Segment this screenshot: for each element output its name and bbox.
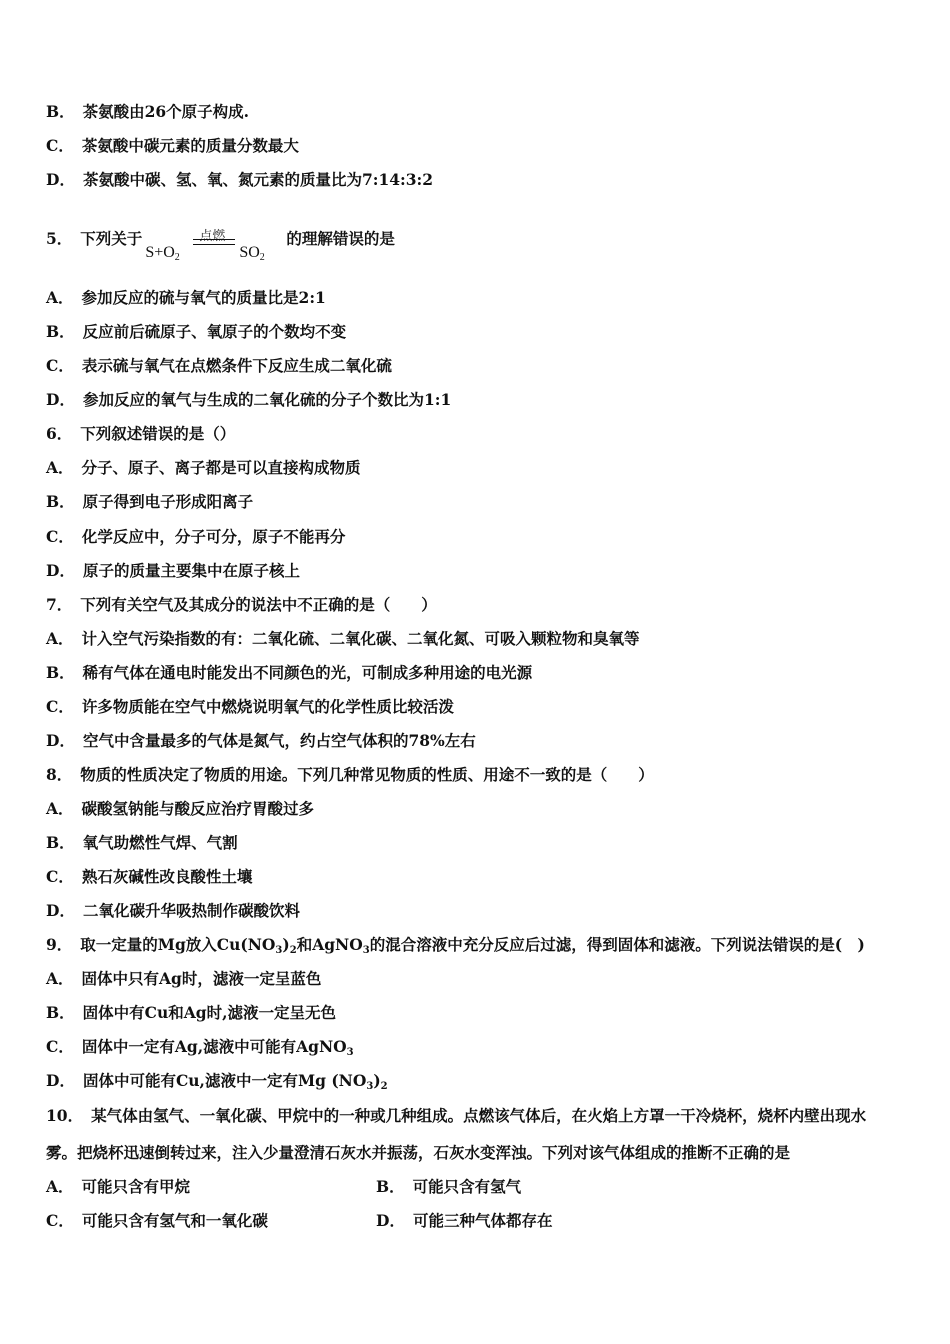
- option-text: 表示硫与氧气在点燃条件下反应生成二氧化硫: [81, 356, 392, 375]
- q8-option-d: [46, 901, 300, 921]
- option-text: 化学反应中，分子可分，原子不能再分: [81, 527, 346, 546]
- q9-option-d: [46, 1071, 388, 1091]
- question-number: 5．: [46, 229, 73, 248]
- option-text: 固体中只有Ag时，滤液一定呈蓝色: [81, 969, 322, 988]
- q7-option-b: [46, 663, 532, 683]
- option-text: 茶氨酸由26个原子构成.: [82, 102, 250, 121]
- question-number: 10．: [46, 1106, 84, 1125]
- option-label: B．: [376, 1177, 405, 1196]
- option-text: 原子得到电子形成阳离子: [82, 492, 254, 511]
- option-label: B．: [46, 1003, 75, 1022]
- option-text: 二氧化碳升华吸热制作碳酸饮料: [82, 901, 300, 920]
- option-label: A．: [46, 288, 74, 307]
- option-text: 碳酸氢钠能与酸反应治疗胃酸过多: [81, 799, 315, 818]
- q10-option-b: [376, 1177, 521, 1197]
- q5-option-a: [46, 288, 326, 308]
- stem-text: 物质的性质决定了物质的用途。下列几种常见物质的性质、用途不一致的是（ ）: [80, 765, 654, 784]
- q5-stem: [46, 218, 395, 263]
- option-label: C．: [46, 867, 74, 886]
- option-text: 茶氨酸中碳、氢、氧、氮元素的质量比为7:14:3:2: [82, 170, 434, 189]
- option-text: 计入空气污染指数的有：二氧化硫、二氧化碳、二氧化氮、可吸入颗粒物和臭氧等: [81, 629, 640, 648]
- q10-option-d: [376, 1211, 552, 1231]
- option-label: D．: [46, 731, 75, 750]
- option-label: B．: [46, 102, 75, 121]
- option-text: 可能只含有氢气和一氧化碳: [81, 1211, 268, 1230]
- equals-sign: [193, 239, 235, 245]
- q4-option-c: [46, 136, 299, 156]
- q9-option-c: [46, 1037, 354, 1057]
- question-number: 7．: [46, 595, 73, 614]
- question-number: 9．: [46, 935, 73, 954]
- option-label: C．: [46, 356, 74, 375]
- option-text: 原子的质量主要集中在原子核上: [82, 561, 300, 580]
- option-label: A．: [46, 458, 74, 477]
- option-text: 参加反应的硫与氧气的质量比是2:1: [81, 288, 326, 307]
- q10-option-a: [46, 1177, 190, 1197]
- option-label: A．: [46, 799, 74, 818]
- equation-reactants: $S+O_2$: [145, 244, 180, 263]
- q6-stem: [46, 424, 235, 444]
- option-text: 固体中有Cu和Ag时,滤液一定呈无色: [82, 1003, 336, 1022]
- q6-option-c: [46, 527, 345, 547]
- stem-text: 雾。把烧杯迅速倒转过来，注入少量澄清石灰水并振荡，石灰水变浑浊。下列对该气体组成的推断不正确的是: [46, 1143, 791, 1162]
- option-label: D．: [46, 170, 75, 189]
- option-text: 熟石灰碱性改良酸性土壤: [81, 867, 253, 886]
- option-label: D．: [46, 901, 75, 920]
- option-label: C．: [46, 1037, 74, 1056]
- stem-text: 下列有关空气及其成分的说法中不正确的是（ ）: [80, 595, 437, 614]
- q7-option-a: [46, 629, 640, 649]
- stem-text: 取一定量的Mg放入$Cu(NO_3)_2$和AgNO$_3$的混合溶液中充分反应后过滤，得到固体和滤液。下列说法错误的是( ): [80, 935, 865, 956]
- option-label: C．: [46, 697, 74, 716]
- q6-option-a: [46, 458, 361, 478]
- option-text: 参加反应的氧气与生成的二氧化硫的分子个数比为1:1: [82, 390, 452, 409]
- q8-option-c: [46, 867, 252, 887]
- option-label: C．: [46, 1211, 74, 1230]
- stem-text: 下列叙述错误的是（）: [80, 424, 236, 443]
- option-label: A．: [46, 629, 74, 648]
- option-text: 茶氨酸中碳元素的质量分数最大: [81, 136, 299, 155]
- equation-products: $SO_2$: [239, 244, 265, 263]
- q10-option-c: [46, 1211, 268, 1231]
- option-label: B．: [46, 322, 75, 341]
- option-text: 可能三种气体都存在: [412, 1211, 553, 1230]
- question-number: 6．: [46, 424, 73, 443]
- q10-stem-line2: [46, 1143, 790, 1163]
- q5-option-c: [46, 356, 392, 376]
- option-label: D．: [46, 1071, 75, 1090]
- q9-stem: [46, 935, 865, 955]
- option-text: 许多物质能在空气中燃烧说明氧气的化学性质比较活泼: [81, 697, 454, 716]
- q7-stem: [46, 595, 437, 615]
- q5-option-b: [46, 322, 346, 342]
- option-label: C．: [46, 136, 74, 155]
- option-label: B．: [46, 833, 75, 852]
- q4-option-b: [46, 102, 249, 122]
- chemical-equation: [145, 220, 283, 263]
- stem-text: 下列关于: [80, 229, 143, 248]
- option-label: D．: [46, 561, 75, 580]
- option-text: 分子、原子、离子都是可以直接构成物质: [81, 458, 361, 477]
- reaction-condition: 点燃: [199, 229, 226, 244]
- question-number: 8．: [46, 765, 73, 784]
- option-text: 固体中可能有Cu,滤液中一定有Mg $(NO_3)_2$: [82, 1071, 388, 1092]
- option-label: B．: [46, 663, 75, 682]
- option-label: B．: [46, 492, 75, 511]
- q10-stem-line1: [46, 1106, 866, 1126]
- option-label: A．: [46, 1177, 74, 1196]
- option-label: D．: [376, 1211, 405, 1230]
- option-text: 反应前后硫原子、氧原子的个数均不变: [82, 322, 347, 341]
- q8-option-b: [46, 833, 238, 853]
- stem-text: 某气体由氢气、一氧化碳、甲烷中的一种或几种组成。点燃该气体后，在火焰上方罩一干冷烧杯，烧杯内壁出现水: [91, 1106, 867, 1125]
- option-text: 空气中含量最多的气体是氮气，约占空气体积的78%左右: [82, 731, 476, 750]
- option-label: D．: [46, 390, 75, 409]
- option-text: 氧气助燃性气焊、气割: [82, 833, 238, 852]
- option-text: 可能只含有甲烷: [81, 1177, 191, 1196]
- option-label: C．: [46, 527, 74, 546]
- q9-option-a: [46, 969, 321, 989]
- option-text: 固体中一定有Ag,滤液中可能有AgNO$_3$: [81, 1037, 354, 1058]
- stem-text: 的理解错误的是: [286, 229, 395, 248]
- option-text: 稀有气体在通电时能发出不同颜色的光，可制成多种用途的电光源: [82, 663, 533, 682]
- q8-option-a: [46, 799, 314, 819]
- q6-option-d: [46, 561, 300, 581]
- option-label: A．: [46, 969, 74, 988]
- q7-option-d: [46, 731, 476, 751]
- q5-option-d: [46, 390, 451, 410]
- option-text: 可能只含有氢气: [412, 1177, 522, 1196]
- q7-option-c: [46, 697, 454, 717]
- q4-option-d: [46, 170, 433, 190]
- q9-option-b: [46, 1003, 336, 1023]
- q6-option-b: [46, 492, 253, 512]
- q8-stem: [46, 765, 654, 785]
